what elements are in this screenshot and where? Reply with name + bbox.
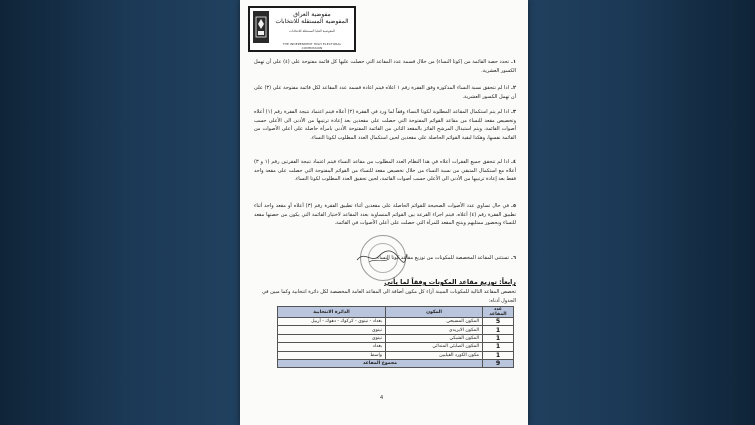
component-cell: المكون الصابئي المندائي: [386, 343, 483, 351]
component-cell: المكون المسيحي: [386, 318, 483, 326]
allocation-paragraph: تخصص المقاعد التالية للمكونات المبينة أزاء كل مكون أضافة الى المقاعد العامة المخصصة لكل دائرة انتخابية وكما مبين في الجدول أدناه:: [262, 289, 516, 304]
letterhead-stripe: المفوضية العليا المستقلة للانتخابات: [288, 29, 336, 33]
table-header-row: [278, 307, 514, 318]
page-number: 4: [380, 395, 384, 401]
header-district: الدائرة الانتخابية: [278, 307, 386, 318]
paragraph-3: ٣.اذا لم يتم استكمال المقاعد المطلوبة لكوتا النساء وفقاً لما ورد في الفقرة (٢) أعلاه فيتم اعتماد نتيجة الفقرة رقم (١) أعلاه وتخصيص مقعد للنساء من مقاعد القوائم المفتوحة التي حصلت على مقعدين بعد إعادة ترتيبها من الأدنى الى الأعلى حسب أصوات القائمة، ويتم استبدال المرشح الفائز بالمقعد الثاني من القائمة المفتوحة الأدنى بامرأة حاصلة على أعلى الأصوات من القائمة نفسها، وهكذا لبقية القوائم الحاصلة على مقعدين لحين استكمال العدد المطلوب لكوتا النساء.: [254, 109, 517, 142]
district-cell: نينوى: [278, 334, 386, 342]
table-row: [278, 334, 514, 342]
section-title: رابعاً: توزيع مقاعد المكونات وفقاً لما يأتي: [384, 278, 516, 286]
table-row: [278, 343, 514, 351]
component-cell: مكون الكورد الفيليين: [386, 351, 483, 359]
district-cell: بغداد: [278, 343, 386, 351]
table-row: [278, 318, 514, 326]
paragraph-2: ٢.اذا لم تتحقق نسبة النساء المذكورة وفق الفقرة رقم ١ اعلاه فيتم اعادة قسمة عدد المقاعد لكل قائمة مفتوحة على (٣) على أن تهمل الكسور العشرية.: [254, 85, 516, 100]
district-cell: بغداد - نينوى - كركوك - دهوك - أربيل: [278, 318, 386, 326]
table-total-row: [278, 359, 514, 367]
letterhead-line-2: المفوضية المستقلة للانتخابات: [275, 18, 349, 25]
document-page: [240, 0, 528, 425]
district-cell: نينوى: [278, 326, 386, 334]
paragraph-5: ٥.في حال تساوي عدد الأصوات الصحيحة للقوائم الحاصلة على مقعدين أثناء تطبيق الفقرة رقم (٣) أعلاه أو مقعد واحد أثناء تطبيق الفقرة رقم (٤) أعلاه، فيتم اجراء القرعة بين القوائم المتساوية بعدد المقاعد لاختيار القائمة التي يكون من حصتها مقعد للنساء وبحضور ممثليهم وينتج المقعد للمرأة التي حصلت على أعلى الأصوات في القائمة.: [254, 203, 516, 227]
seats-cell: 1: [483, 334, 514, 342]
component-cell: المكون الشبكي: [386, 334, 483, 342]
header-seats: عدد المقاعد: [483, 307, 514, 318]
seats-cell: 5: [483, 318, 514, 326]
signature-icon: [355, 248, 409, 266]
component-seats-table: [277, 306, 514, 368]
paragraph-4: ٤.اذا لم تتحقق جميع الفقرات أعلاه في هذا النظام العدد المطلوب من مقاعد النساء فيتم اعتماد نتيجة الفقرتين رقم (١ و ٣) أعلاه مع استكمال المتبقي من نسبة النساء من خلال تخصيص مقعد للنساء من القوائم المفتوحة التي حصلت على مقعد واحد فقط بعد إعادة ترتيبها من الأدنى الى الأعلى حسب أصوات القائمة، لحين تحقيق العدد المطلوب لكوتا النساء.: [254, 159, 516, 183]
table-row: [278, 351, 514, 359]
table-row: [278, 326, 514, 334]
seats-cell: 1: [483, 351, 514, 359]
header-component: المكون: [386, 307, 483, 318]
commission-logo-icon: [253, 11, 269, 43]
total-label-cell: مجموع المقاعد: [278, 359, 483, 367]
paragraph-1: ١.تحدد حصة القائمة من (كوتا النساء) من خلال قسمة عدد المقاعد التي حصلت عليها كل قائمة مفتوحة على (٤) على أن تهمل الكسور العشرية.: [254, 59, 516, 74]
letterhead: [248, 6, 356, 52]
seats-cell: 1: [483, 326, 514, 334]
letterhead-line-1: مفوضية العراق: [293, 11, 331, 18]
component-cell: المكون الايزيدي: [386, 326, 483, 334]
paragraph-6: ٦.تستثنى المقاعد المخصصة للمكونات من توزيع مقاعد كوتا النساء.: [375, 255, 516, 261]
total-seats-cell: 9: [483, 359, 514, 367]
official-stamp-icon: [360, 235, 406, 281]
district-cell: واسط: [278, 351, 386, 359]
letterhead-english: THE INDEPENDENT HIGH ELECTORAL COMMISSION: [282, 42, 342, 50]
seats-cell: 1: [483, 343, 514, 351]
letterhead-arabic-title: [272, 11, 352, 25]
